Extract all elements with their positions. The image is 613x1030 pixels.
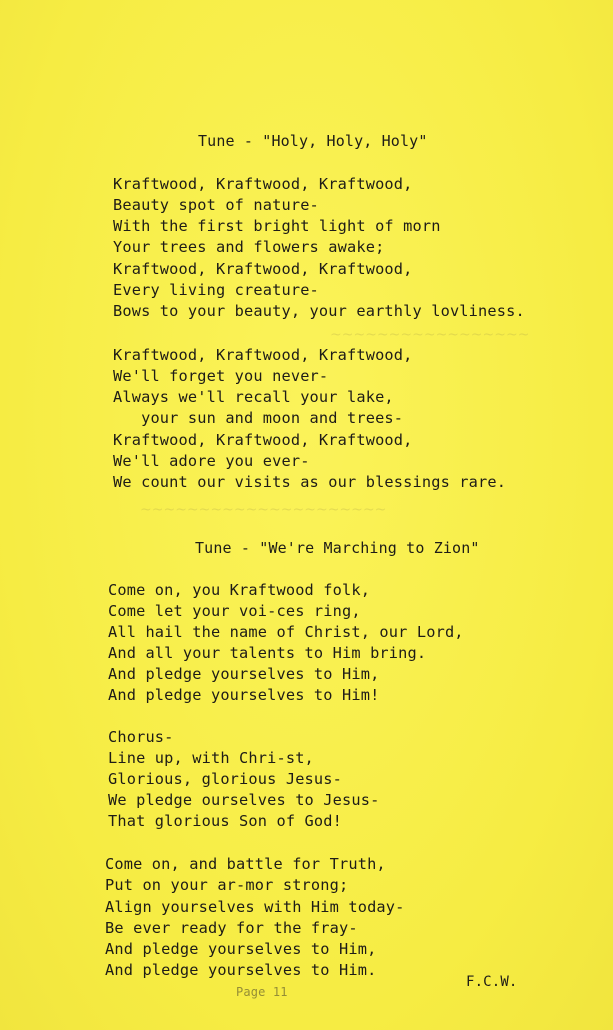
song2-chorus-label: Chorus-	[108, 728, 174, 746]
song2-chorus-line3: We pledge ourselves to Jesus-	[108, 791, 380, 809]
song2-verse1-line6: And pledge yourselves to Him!	[108, 686, 380, 704]
song1-verse2-line3: Always we'll recall your lake,	[113, 388, 394, 406]
song2-verse2-line2: Put on your ar-mor strong;	[105, 876, 349, 894]
song2-verse2-line5: And pledge yourselves to Him,	[105, 940, 377, 958]
song2-verse1-line2: Come let your voi-ces ring,	[108, 602, 361, 620]
song2-chorus-line1: Line up, with Chri-st,	[108, 749, 314, 767]
song1-verse1-line3: With the first bright light of morn	[113, 217, 441, 235]
song1-verse2-line1: Kraftwood, Kraftwood, Kraftwood,	[113, 346, 413, 364]
song2-chorus-line4: That glorious Son of God!	[108, 812, 342, 830]
song2-verse2-line1: Come on, and battle for Truth,	[105, 855, 386, 873]
song2-verse1-line3: All hail the name of Christ, our Lord,	[108, 623, 464, 641]
song2-verse1-line4: And all your talents to Him bring.	[108, 644, 427, 662]
song1-title: Tune - "Holy, Holy, Holy"	[198, 132, 428, 150]
song1-verse2-line5: Kraftwood, Kraftwood, Kraftwood,	[113, 431, 413, 449]
song2-verse2-line3: Align yourselves with Him today-	[105, 898, 405, 916]
song1-verse1-line2: Beauty spot of nature-	[113, 196, 319, 214]
song1-verse1-line5: Kraftwood, Kraftwood, Kraftwood,	[113, 260, 413, 278]
song1-verse2-line4: your sun and moon and trees-	[113, 409, 404, 427]
song1-verse1-line1: Kraftwood, Kraftwood, Kraftwood,	[113, 175, 413, 193]
song1-verse2-line7: We count our visits as our blessings rare.	[113, 473, 507, 491]
bleed-through-text: ~~~~~~~~~~~~~~~~~	[330, 327, 530, 343]
bleed-through-text: ~~~~~~~~~~~~~~~~~~~~~	[140, 502, 387, 518]
song1-verse1-line6: Every living creature-	[113, 281, 319, 299]
page-number: Page 11	[236, 985, 288, 999]
song1-verse1-line7: Bows to your beauty, your earthly lovliness.	[113, 302, 525, 320]
song1-verse2-line6: We'll adore you ever-	[113, 452, 310, 470]
author-initials: F.C.W.	[466, 974, 518, 990]
song2-verse1-line5: And pledge yourselves to Him,	[108, 665, 380, 683]
song2-chorus-line2: Glorious, glorious Jesus-	[108, 770, 342, 788]
song2-verse1-line1: Come on, you Kraftwood folk,	[108, 581, 371, 599]
song2-verse2-line4: Be ever ready for the fray-	[105, 919, 358, 937]
song1-verse2-line2: We'll forget you never-	[113, 367, 329, 385]
song2-title: Tune - "We're Marching to Zion"	[195, 539, 480, 557]
song2-verse2-line6: And pledge yourselves to Him.	[105, 961, 377, 979]
song1-verse1-line4: Your trees and flowers awake;	[113, 238, 385, 256]
